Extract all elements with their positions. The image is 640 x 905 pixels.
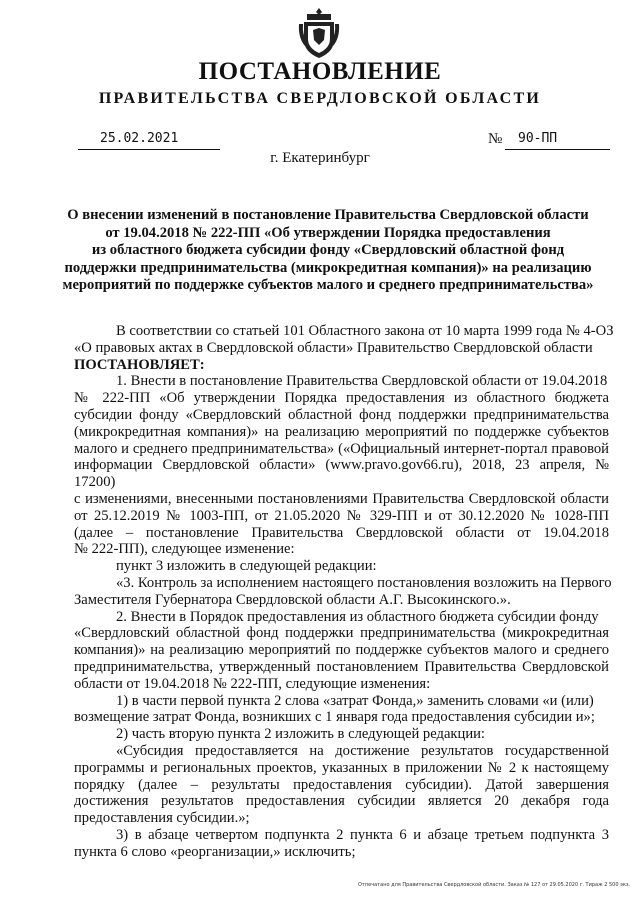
body-line: порядку (далее – результаты предоставления субсидии). Датой завершения bbox=[74, 776, 609, 793]
body-line: № 222-ПП), следующее изменение: bbox=[74, 541, 295, 558]
body-line: пункт 3 изложить в следующей редакции: bbox=[116, 558, 377, 575]
body-line: «Субсидия предоставляется на достижение результатов государственной bbox=[116, 742, 609, 759]
heading-line: мероприятий по поддержке субъектов малого и среднего предпринимательства» bbox=[62, 277, 594, 293]
body-line: 1) в части первой пункта 2 слова «затрат Фонда,» заменить словами «и (или) bbox=[116, 692, 594, 709]
body-line: возмещение затрат Фонда, возникших с 1 января года предоставления субсидии и»; bbox=[74, 709, 595, 726]
heading-line: поддержки предпринимательства (микрокредитная компания)» на реализацию bbox=[64, 259, 592, 276]
body-line: информации Свердловской области» (www.pravo.gov66.ru), 2018, 23 апреля, № 17200) bbox=[74, 457, 609, 491]
body-line: субсидии фонду «Свердловский областной фонд поддержки предпринимательства bbox=[74, 406, 609, 423]
body-line: (далее – постановление Правительства Свердловской области от 19.04.2018 bbox=[74, 524, 609, 541]
body-line: предоставления субсидии.»; bbox=[74, 810, 250, 827]
body-line: 2. Внести в Порядок предоставления из областного бюджета субсидии фонду bbox=[116, 608, 599, 625]
issuer-name: ПРАВИТЕЛЬСТВА СВЕРДЛОВСКОЙ ОБЛАСТИ bbox=[98, 90, 542, 107]
body-line: с изменениями, внесенными постановлениями Правительства Свердловской области bbox=[74, 490, 609, 507]
coat-of-arms-icon bbox=[298, 6, 340, 60]
document-heading bbox=[40, 207, 616, 295]
body-line: (микрокредитная компания)» на реализацию мероприятий по поддержке субъектов bbox=[74, 423, 609, 440]
body-line: достижения результатов предоставления субсидии является 20 декабря года bbox=[74, 793, 609, 810]
print-footer: Отпечатано для Правительства Свердловской области. Заказ № 127 от 29.05.2020 г. Тираж 2 500 экз. bbox=[358, 882, 631, 888]
body-line: 3) в абзаце четвертом подпункта 2 пункта 6 и абзаце третьем подпункта 3 bbox=[116, 826, 609, 843]
body-line: 2) часть вторую пункта 2 изложить в следующей редакции: bbox=[116, 726, 485, 743]
resolution-keyword: ПОСТАНОВЛЯЕТ: bbox=[74, 356, 205, 373]
body-line: Заместителя Губернатора Свердловской области А.Г. Высокинского.». bbox=[74, 591, 511, 608]
number-label: № bbox=[488, 131, 503, 147]
document-date: 25.02.2021 bbox=[78, 131, 220, 150]
body-line: В соответствии со статьей 101 Областного закона от 10 марта 1999 года № 4-ОЗ bbox=[116, 323, 614, 339]
document-body bbox=[74, 323, 614, 861]
body-line: компания)» на реализацию мероприятий по поддержке субъектов малого и среднего bbox=[74, 642, 609, 659]
city: г. Екатеринбург bbox=[270, 150, 370, 166]
body-line: пункта 6 слово «реорганизации,» исключить; bbox=[74, 843, 356, 860]
body-line: 1. Внести в постановление Правительства Свердловской области от 19.04.2018 bbox=[116, 373, 608, 390]
body-line: малого и среднего предпринимательства» («Официальный интернет-портал правовой bbox=[74, 440, 609, 457]
body-line: программы и региональных проектов, указанных в приложении № 2 к настоящему bbox=[74, 759, 609, 776]
document-number: 90-ПП bbox=[505, 131, 610, 150]
body-line: «Свердловский областной фонд поддержки предпринимательства (микрокредитная bbox=[74, 625, 609, 642]
document-title: ПОСТАНОВЛЕНИЕ bbox=[198, 58, 442, 85]
body-line: от 25.12.2019 № 1003-ПП, от 21.05.2020 № 329-ПП и от 30.12.2020 № 1028-ПП bbox=[74, 507, 609, 524]
heading-line: из областного бюджета субсидии фонду «Свердловский областной фонд bbox=[91, 242, 565, 258]
body-line: предпринимательства, утвержденный постановлением Правительства Свердловской bbox=[74, 658, 609, 675]
body-line: «О правовых актах в Свердловской области» Правительство Свердловской области bbox=[74, 339, 593, 356]
body-line: № 222-ПП «Об утверждении Порядка предоставления из областного бюджета bbox=[74, 390, 609, 407]
body-line: «3. Контроль за исполнением настоящего постановления возложить на Первого bbox=[116, 574, 612, 591]
heading-line: О внесении изменений в постановление Правительства Свердловской области bbox=[67, 207, 589, 223]
heading-line: от 19.04.2018 № 222-ПП «Об утверждении Порядка предоставления bbox=[105, 224, 551, 241]
body-line: области от 19.04.2018 № 222-ПП, следующие изменения: bbox=[74, 675, 431, 692]
